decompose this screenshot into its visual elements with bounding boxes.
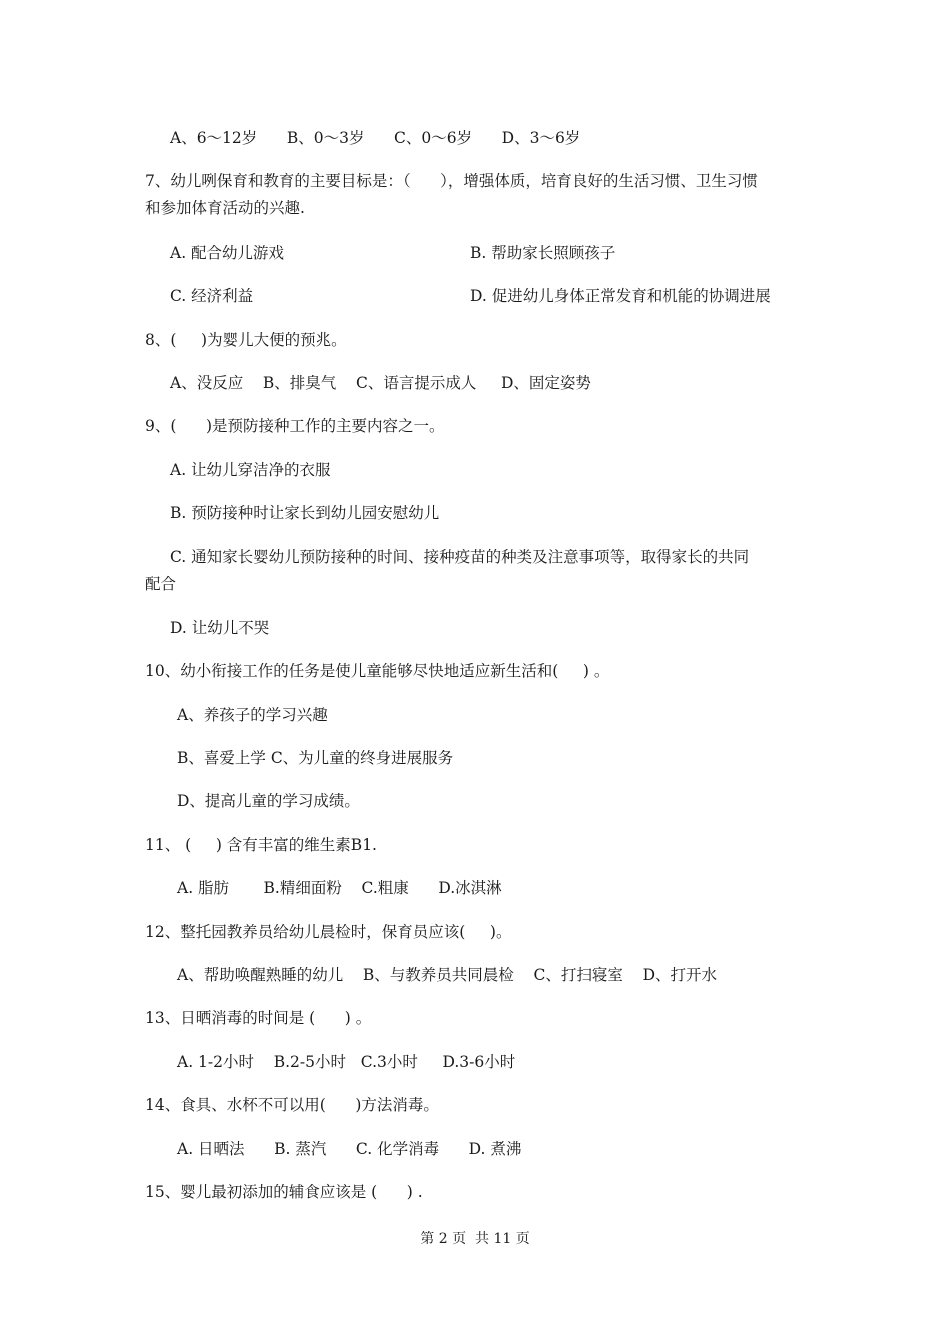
q7-option-b: B. 帮助家长照顾孩子	[470, 244, 616, 262]
q7-option-a: A. 配合幼儿游戏	[170, 244, 285, 262]
q9-option-a: A. 让幼儿穿洁净的衣服	[170, 461, 331, 479]
q10-stem: 10、幼小衔接工作的任务是使儿童能够尽快地适应新生活和( ) 。	[145, 662, 610, 680]
q9-option-c-line2: 配合	[145, 575, 177, 593]
q8-stem: 8、( )为婴儿大便的预兆。	[145, 331, 347, 349]
q15-stem: 15、婴儿最初添加的辅食应该是 ( ) .	[145, 1183, 423, 1201]
q10-option-d: D、提高儿童的学习成绩。	[177, 792, 360, 810]
q14-stem: 14、食具、水杯不可以用( )方法消毒。	[145, 1096, 439, 1114]
q8-options: A、没反应 B、排臭气 C、语言提示成人 D、固定姿势	[170, 374, 591, 392]
q7-option-d: D. 促进幼儿身体正常发育和机能的协调进展	[470, 287, 771, 305]
q6-options: A、6～12岁 B、0～3岁 C、0～6岁 D、3～6岁	[170, 129, 581, 147]
q13-stem: 13、日晒消毒的时间是 ( ) 。	[145, 1009, 372, 1027]
q10-option-bc: B、喜爱上学 C、为儿童的终身进展服务	[177, 749, 454, 767]
q9-option-c-line1: C. 通知家长婴幼儿预防接种的时间、接种疫苗的种类及注意事项等，取得家长的共同	[170, 548, 750, 566]
q7-option-c: C. 经济利益	[170, 287, 254, 305]
q9-option-d: D. 让幼儿不哭	[170, 619, 270, 637]
q9-option-b: B. 预防接种时让家长到幼儿园安慰幼儿	[170, 504, 440, 522]
q7-stem-line1: 7、幼儿咧保育和教育的主要目标是：（ ），增强体质，培育良好的生活习惯、卫生习惯	[145, 172, 758, 190]
q11-options: A. 脂肪 B.精细面粉 C.粗康 D.冰淇淋	[177, 879, 502, 897]
q12-stem: 12、整托园教养员给幼儿晨检时，保育员应该( )。	[145, 923, 512, 941]
q12-options: A、帮助唤醒熟睡的幼儿 B、与教养员共同晨检 C、打扫寝室 D、打开水	[177, 966, 717, 984]
q9-stem: 9、( )是预防接种工作的主要内容之一。	[145, 417, 445, 435]
q14-options: A. 日晒法 B. 蒸汽 C. 化学消毒 D. 煮沸	[177, 1140, 522, 1158]
q10-option-a: A、养孩子的学习兴趣	[177, 706, 328, 724]
page-number-footer: 第 2 页 共 11 页	[420, 1231, 530, 1247]
q7-stem-line2: 和参加体育活动的兴趣.	[145, 199, 305, 217]
q11-stem: 11、 ( ) 含有丰富的维生素B1.	[145, 836, 377, 854]
q13-options: A. 1-2小时 B.2-5小时 C.3小时 D.3-6小时	[177, 1053, 516, 1071]
